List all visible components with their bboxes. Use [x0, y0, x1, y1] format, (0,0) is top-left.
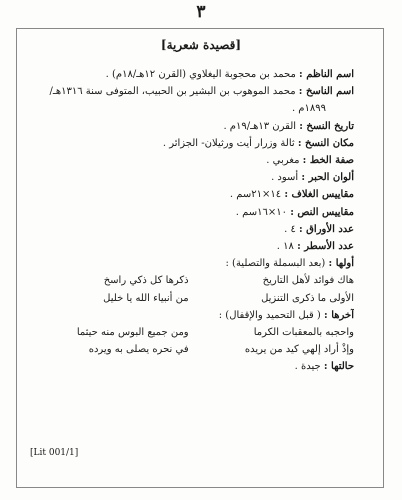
verse-line: [36, 341, 354, 358]
field-value: ١٨ .: [276, 241, 294, 253]
verse-hemistich-right: واحجبه بالمعقبات الكرما: [253, 327, 354, 339]
page-number: ٣: [196, 2, 206, 22]
field-value: ١٤×٢١سم .: [229, 189, 282, 201]
field-value: ٤ .: [284, 223, 296, 235]
field-label: تاريخ النسخ :: [299, 120, 354, 132]
field-value: القرن ١٣هـ/١٩م .: [223, 120, 297, 132]
field-value: مغربي .: [266, 155, 300, 167]
field-row: [36, 152, 354, 169]
field-label: عدد الأوراق :: [299, 223, 354, 235]
field-row: [36, 238, 354, 255]
field-value: محمد الموهوب بن البشير بن الحبيب، المتوفى سنة ١٣١٦هـ/: [49, 86, 296, 98]
field-row: [36, 169, 354, 186]
field-label: مكان النسخ :: [297, 137, 354, 149]
field-label: اسم الناسخ :: [298, 86, 354, 98]
field-value: محمد بن محجوبة اليغلاوي (القرن ١٢هـ/١٨م) .: [105, 69, 296, 80]
verse-hemistich-right: هاك فوائد لأهل التاريخ: [262, 275, 354, 287]
field-label: اسم الناظم :: [299, 69, 354, 80]
field-label: أولها :: [328, 258, 354, 270]
field-value: ١٨٩٩م .: [291, 103, 326, 115]
field-row: [36, 118, 354, 135]
field-label: عدد الأسطر :: [297, 241, 354, 253]
field-value: ١٠×١٦سم .: [235, 206, 288, 218]
verse-line: [36, 324, 354, 341]
field-row: [36, 100, 354, 117]
field-label: مقاييس الغلاف :: [284, 189, 354, 201]
verse-hemistich-left: من أنبياء الله يا خليل: [103, 292, 189, 304]
field-row: [36, 255, 354, 272]
verse-hemistich-right: الأولى ما ذكرى التنزيل: [261, 292, 354, 304]
field-row: [36, 307, 354, 324]
verse-hemistich-left: في نحره يصلى به ويرده: [88, 344, 189, 356]
verse-hemistich-right: وإذْ أراد إلهي كيد من يريده: [244, 344, 354, 356]
field-label: آخرها :: [324, 309, 354, 321]
field-value: جيدة .: [294, 361, 321, 373]
field-label: مقاييس النص :: [290, 206, 354, 218]
verse-hemistich-left: ومن جميع البوس منه حيثما: [76, 327, 189, 339]
field-value: (بعد البسملة والتصلية) :: [225, 258, 326, 270]
catalog-entry: [36, 66, 354, 376]
field-value: ثالة وزرار أيت ورثيلان- الجزائر .: [162, 137, 295, 149]
field-value: ( قبل التحميد والإقفال) :: [218, 309, 321, 321]
field-label: حالتها :: [323, 361, 354, 373]
field-row: [36, 83, 354, 100]
page-title: [قصيدة شعرية]: [160, 38, 242, 52]
field-value: أسود .: [271, 172, 299, 184]
field-row: [36, 135, 354, 152]
field-row: [36, 358, 354, 375]
verse-hemistich-left: ذكرها كل ذكي راسخ: [103, 275, 189, 287]
field-label: ألوان الحبر :: [301, 172, 354, 184]
field-label: صفة الخط :: [302, 155, 354, 167]
catalog-reference: [Lit 001/1]: [30, 448, 79, 458]
verse-line: [36, 290, 354, 307]
verse-line: [36, 272, 354, 289]
field-row: [36, 66, 354, 83]
field-row: [36, 221, 354, 238]
field-row: [36, 186, 354, 203]
field-row: [36, 204, 354, 221]
